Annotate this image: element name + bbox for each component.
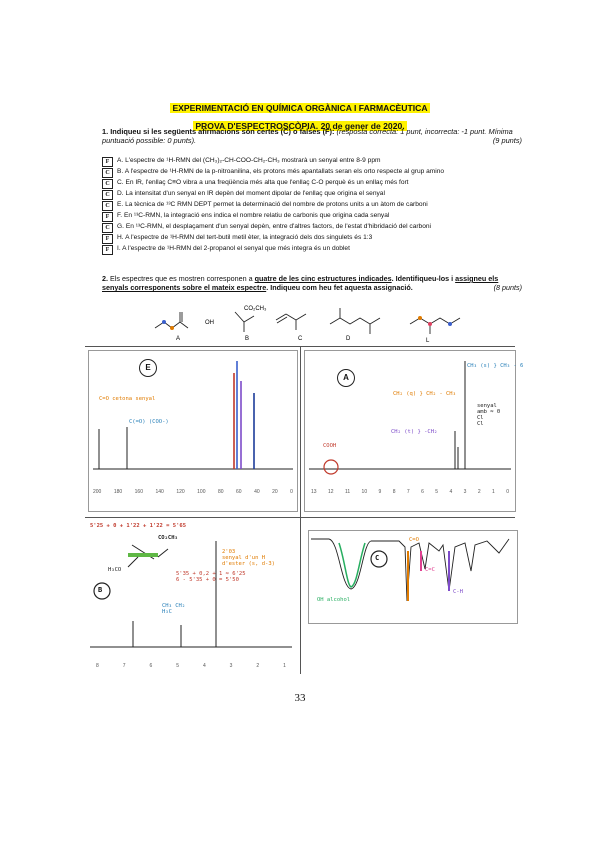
question1-item <box>102 223 431 233</box>
question2-points: (8 punts) <box>493 283 522 292</box>
question1-item <box>102 157 381 167</box>
item-text: A l'espectre de ¹H-RMN del 2-propanol el senyal que més integra és un doblet <box>122 245 350 252</box>
question1-scoring: (resposta correcta: 1 punt, incorrecta: -1 punt. Mínima puntuació possible: 0 punts). <box>102 127 513 145</box>
exam-title-line1: EXPERIMENTACIÓ EN QUÍMICA ORGÀNICA I FARMACÈUTICA <box>172 103 428 113</box>
item-text: La intensitat d'un senyal en IR depèn del moment dipolar de l'enllaç que origina el senyal <box>125 190 385 197</box>
question1-number: 1. <box>102 127 109 136</box>
spectrum-c-ch: C-H <box>453 589 463 595</box>
spectrum-c-panel <box>308 530 518 624</box>
item-text: En ¹³C-RMN, el desplaçament d'un senyal depèn, entre d'altres factors, de l'estat d'hibridació del carboni <box>125 223 432 230</box>
spectrum-e-ticks: 200 180 160 140 120 100 80 60 40 20 0 <box>93 489 293 495</box>
item-text: A l'espectre de ¹H-RMN de la p-nitroanilina, els protons més apantallats seran els orto respecte al grup amino <box>124 168 445 175</box>
answer-box[interactable]: F <box>102 245 113 255</box>
answer-box[interactable]: C <box>102 223 113 233</box>
item-text: La tècnica de ¹³C RMN DEPT permet la determinació del nombre de protons units a un àtom de carboni <box>125 201 428 208</box>
question2-text-c: . Indiqueu com heu fet aquesta assignació. <box>266 283 413 292</box>
answer-box[interactable]: C <box>102 168 113 178</box>
spectrum-c-plot <box>309 531 517 623</box>
page-number: 33 <box>294 692 306 704</box>
question2-text-a: Els espectres que es mostren corresponen a <box>110 274 255 283</box>
item-text: En ¹³C-RMN, la integració ens indica el nombre relatiu de carbonis que origina cada senyal <box>123 212 390 219</box>
vertical-divider <box>300 346 301 674</box>
item-letter: B. <box>117 168 124 175</box>
spectrum-a-panel <box>304 350 524 512</box>
question1-item <box>102 168 444 178</box>
item-letter: A. <box>117 157 124 164</box>
question2-text-underlined: quatre de les cinc estructures indicades <box>254 274 392 283</box>
question1-points: (9 punts) <box>492 136 522 145</box>
question1-item <box>102 245 350 255</box>
answer-box[interactable]: F <box>102 234 113 244</box>
item-text: A l'espectre de ¹H-RMN del tert-butil metil èter, la integració dels dos singulets és 1:3 <box>125 234 373 241</box>
item-letter: E. <box>117 201 124 208</box>
structure-d <box>330 308 380 334</box>
question1-item <box>102 234 372 244</box>
structure-a <box>155 312 188 330</box>
item-letter: F. <box>117 212 123 219</box>
structure-c <box>276 314 306 330</box>
answer-box[interactable]: C <box>102 179 113 189</box>
item-letter: C. <box>117 179 124 186</box>
spectrum-a-label: A <box>337 369 355 387</box>
spectrum-b-ticks: 8 7 6 5 4 3 2 1 <box>96 663 286 669</box>
structure-l-label: L <box>426 338 430 342</box>
structure-c-label: C <box>298 336 303 342</box>
item-letter: H. <box>117 234 124 241</box>
structure-l <box>410 316 460 334</box>
question1-item <box>102 212 389 222</box>
spectrum-a-ch3: CH₃ (s) } CH₃ - 6 <box>467 363 524 369</box>
spectrum-b-co2: CO₂CH₃ <box>158 535 178 541</box>
question1-item <box>102 201 428 211</box>
spectrum-e-annot2: C(=O) (COO-) <box>129 419 169 425</box>
spectrum-c-oh: OH alcohol <box>317 597 351 603</box>
spectrum-b-h3c: H₃CO <box>108 567 122 573</box>
structure-b <box>235 312 254 332</box>
item-letter: D. <box>117 190 124 197</box>
spectrum-b-label: B <box>98 586 103 594</box>
spectrum-b-right: 2'03 senyal d'un H d'ester (s, d-3) <box>222 549 275 567</box>
question2-text <box>102 274 522 292</box>
question2-text-underlined2: assigneu els senyals corresponents sobre el mateix espectre <box>102 274 499 292</box>
spectrum-b-top: 5'25 + 0 + 1'22 + 1'22 = 5'65 <box>90 523 187 529</box>
structure-b-oh: OH <box>205 320 214 326</box>
structure-b-label: B <box>245 336 250 342</box>
answer-box[interactable]: C <box>102 201 113 211</box>
exam-title-line2: PROVA D'ESPECTROSCÒPIA. 20 de gener de 2020. <box>195 121 405 131</box>
item-text: L'espectre de ¹H-RMN del (CH₃)₂-CH-COO-CH₂-CH₃ mostrarà un senyal entre 8-9 ppm <box>125 157 381 164</box>
answer-box[interactable]: C <box>102 190 113 200</box>
spectrum-e-label: E <box>139 359 157 377</box>
structure-a-label: A <box>176 336 181 342</box>
question1-item <box>102 179 409 189</box>
answer-box[interactable]: F <box>102 212 113 222</box>
structures-row <box>150 300 480 342</box>
spectrum-a-cooh: COOH <box>323 443 337 449</box>
question1-header <box>102 127 522 145</box>
middle-rule <box>85 517 515 518</box>
spectrum-a-note: senyal amb ≈ 0 Cl Cl <box>477 403 501 427</box>
item-letter: I. <box>117 245 121 252</box>
spectrum-b-plot <box>88 521 296 673</box>
spectrum-e-annot1: C=O cetona senyal <box>99 396 156 402</box>
question2-text-b: . Identifiqueu-los i <box>391 274 456 283</box>
spectrum-c-co: C=O <box>409 537 419 543</box>
spectrum-b-panel <box>88 521 296 673</box>
spectrum-b-bot: CH₃ CH₂ H₃C <box>162 603 186 615</box>
structure-d-label: D <box>346 336 351 342</box>
item-letter: G. <box>117 223 124 230</box>
spectrum-a-ch2b: CH₂ (t) } -CH₂ <box>391 429 438 435</box>
spectrum-a-ch2: CH₂ (q) } CH₂ - CH₃ <box>393 391 456 397</box>
question2-number: 2. <box>102 274 108 283</box>
structure-c-co2: CO₂CH₃ <box>244 306 267 312</box>
spectrum-c-cc: C=C <box>425 567 435 573</box>
spectrum-c-label: C <box>375 554 380 562</box>
question1-text: Indiqueu si les següents afirmacions són certes (C) o falses (F): <box>110 127 335 136</box>
item-text: En IR, l'enllaç C≡O vibra a una freqüència més alta que l'enllaç C-O perquè és un enllaç més fort <box>125 179 409 186</box>
question1-item <box>102 190 385 200</box>
answer-box[interactable]: F <box>102 157 113 167</box>
spectrum-b-mid: 5'35 + 0,2 + 1 ≈ 6'25 6 - 5'35 + 0 = 5'50 <box>176 571 246 583</box>
spectrum-e-panel <box>88 350 298 512</box>
spectrum-a-ticks: 13 12 11 10 9 8 7 6 5 4 3 2 1 0 <box>311 489 509 495</box>
spectrum-e-plot <box>89 351 297 511</box>
